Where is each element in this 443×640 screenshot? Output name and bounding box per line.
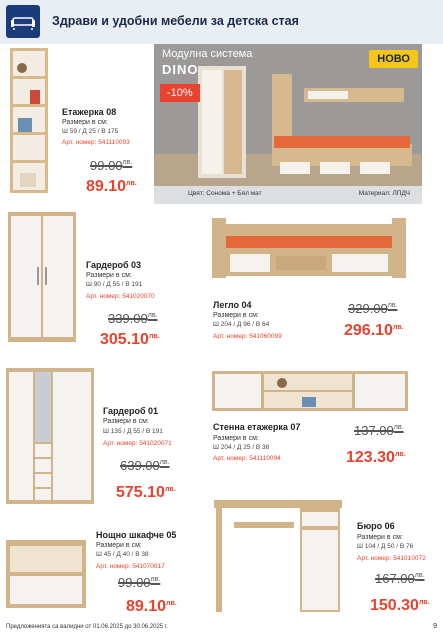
new-price: $296.10^{лв.}$ [344, 322, 404, 339]
new-badge: НОВО [369, 50, 418, 68]
dimensions-label: Размери в см: [103, 418, 149, 425]
new-price: $575.10^{лв.}$ [116, 484, 176, 501]
old-price: $339.00^{лв.}$ [108, 311, 158, 326]
old-price: $329.00^{лв.}$ [348, 301, 398, 316]
product-name: Етажерка 08 [62, 107, 117, 117]
product-name: Легло 04 [213, 300, 252, 310]
hero-banner[interactable] [154, 44, 422, 204]
product-name: Гардероб 03 [86, 260, 142, 270]
dimensions-label: Размери в см: [62, 119, 108, 126]
dimensions-value: Ш 59 / Д 25 / В 175 [62, 128, 119, 135]
old-price: $99.00^{лв.}$ [118, 575, 161, 590]
bed-image[interactable] [212, 214, 406, 286]
new-price: $150.30^{лв.}$ [370, 597, 430, 614]
validity-note: Предложенията са валидни от 01.06.2025 до 30.06.2025 г. [6, 624, 168, 630]
article-number: Арт. номер: 541010072 [357, 555, 426, 562]
product-name: Бюро 06 [357, 521, 395, 531]
color-info: Цвят: Сонома + Бял мат [188, 190, 262, 197]
product-name: Нощно шкафче 05 [96, 530, 177, 540]
article-number: Арт. номер: 541110094 [213, 455, 281, 462]
old-price: $99.00^{лв.}$ [90, 158, 133, 173]
product-name: Стенна етажерка 07 [213, 422, 301, 432]
discount-badge: -10% [160, 84, 200, 102]
dimensions-label: Размери в см: [213, 312, 259, 319]
old-price: $167.00^{лв.}$ [375, 571, 425, 586]
new-price: $305.10^{лв.}$ [100, 331, 160, 348]
old-price: $137.00^{лв.}$ [354, 423, 404, 438]
sofa-icon [6, 5, 40, 38]
hero-title: Модулна система [162, 48, 253, 60]
new-price: $123.30^{лв.}$ [346, 449, 406, 466]
old-price: $639.00^{лв.}$ [120, 458, 170, 473]
desk-image[interactable] [214, 500, 342, 612]
new-price: $89.10^{лв.}$ [126, 598, 177, 615]
wardrobe-03-image[interactable] [8, 212, 76, 342]
bookcase-image[interactable] [10, 48, 48, 193]
article-number: Арт. номер: 541020070 [86, 293, 155, 300]
article-number: Арт. номер: 541070017 [96, 563, 165, 570]
hero-subtitle: DINO [162, 62, 199, 77]
dimensions-value: Ш 135 / Д 55 / В 191 [103, 428, 163, 435]
dimensions-value: Ш 204 / Д 96 / В 64 [213, 321, 270, 328]
new-price: $89.10^{лв.}$ [86, 178, 137, 195]
nightstand-image[interactable] [6, 540, 86, 608]
page-number: 9 [433, 623, 437, 630]
dimensions-value: Ш 45 / Д 40 / В 38 [96, 551, 149, 558]
dimensions-label: Размери в см: [213, 435, 259, 442]
dimensions-value: Ш 204 / Д 25 / В 38 [213, 444, 270, 451]
article-number: Арт. номер: 541110093 [62, 139, 130, 146]
dimensions-label: Размери в см: [96, 542, 142, 549]
hero-info-strip [154, 186, 422, 204]
wall-shelf-image[interactable] [212, 371, 408, 411]
article-number: Арт. номер: 541060099 [213, 333, 282, 340]
dimensions-value: Ш 90 / Д 55 / В 191 [86, 281, 143, 288]
page-header [0, 0, 443, 44]
dimensions-label: Размери в см: [357, 534, 403, 541]
product-name: Гардероб 01 [103, 406, 159, 416]
article-number: Арт. номер: 541020071 [103, 440, 172, 447]
page-title: Здрави и удобни мебели за детска стая [52, 14, 299, 28]
wardrobe-01-image[interactable] [6, 368, 94, 504]
material-info: Материал: ЛПДЧ [358, 190, 410, 197]
dimensions-label: Размери в см: [86, 272, 132, 279]
dimensions-value: Ш 104 / Д 50 / В 76 [357, 543, 414, 550]
